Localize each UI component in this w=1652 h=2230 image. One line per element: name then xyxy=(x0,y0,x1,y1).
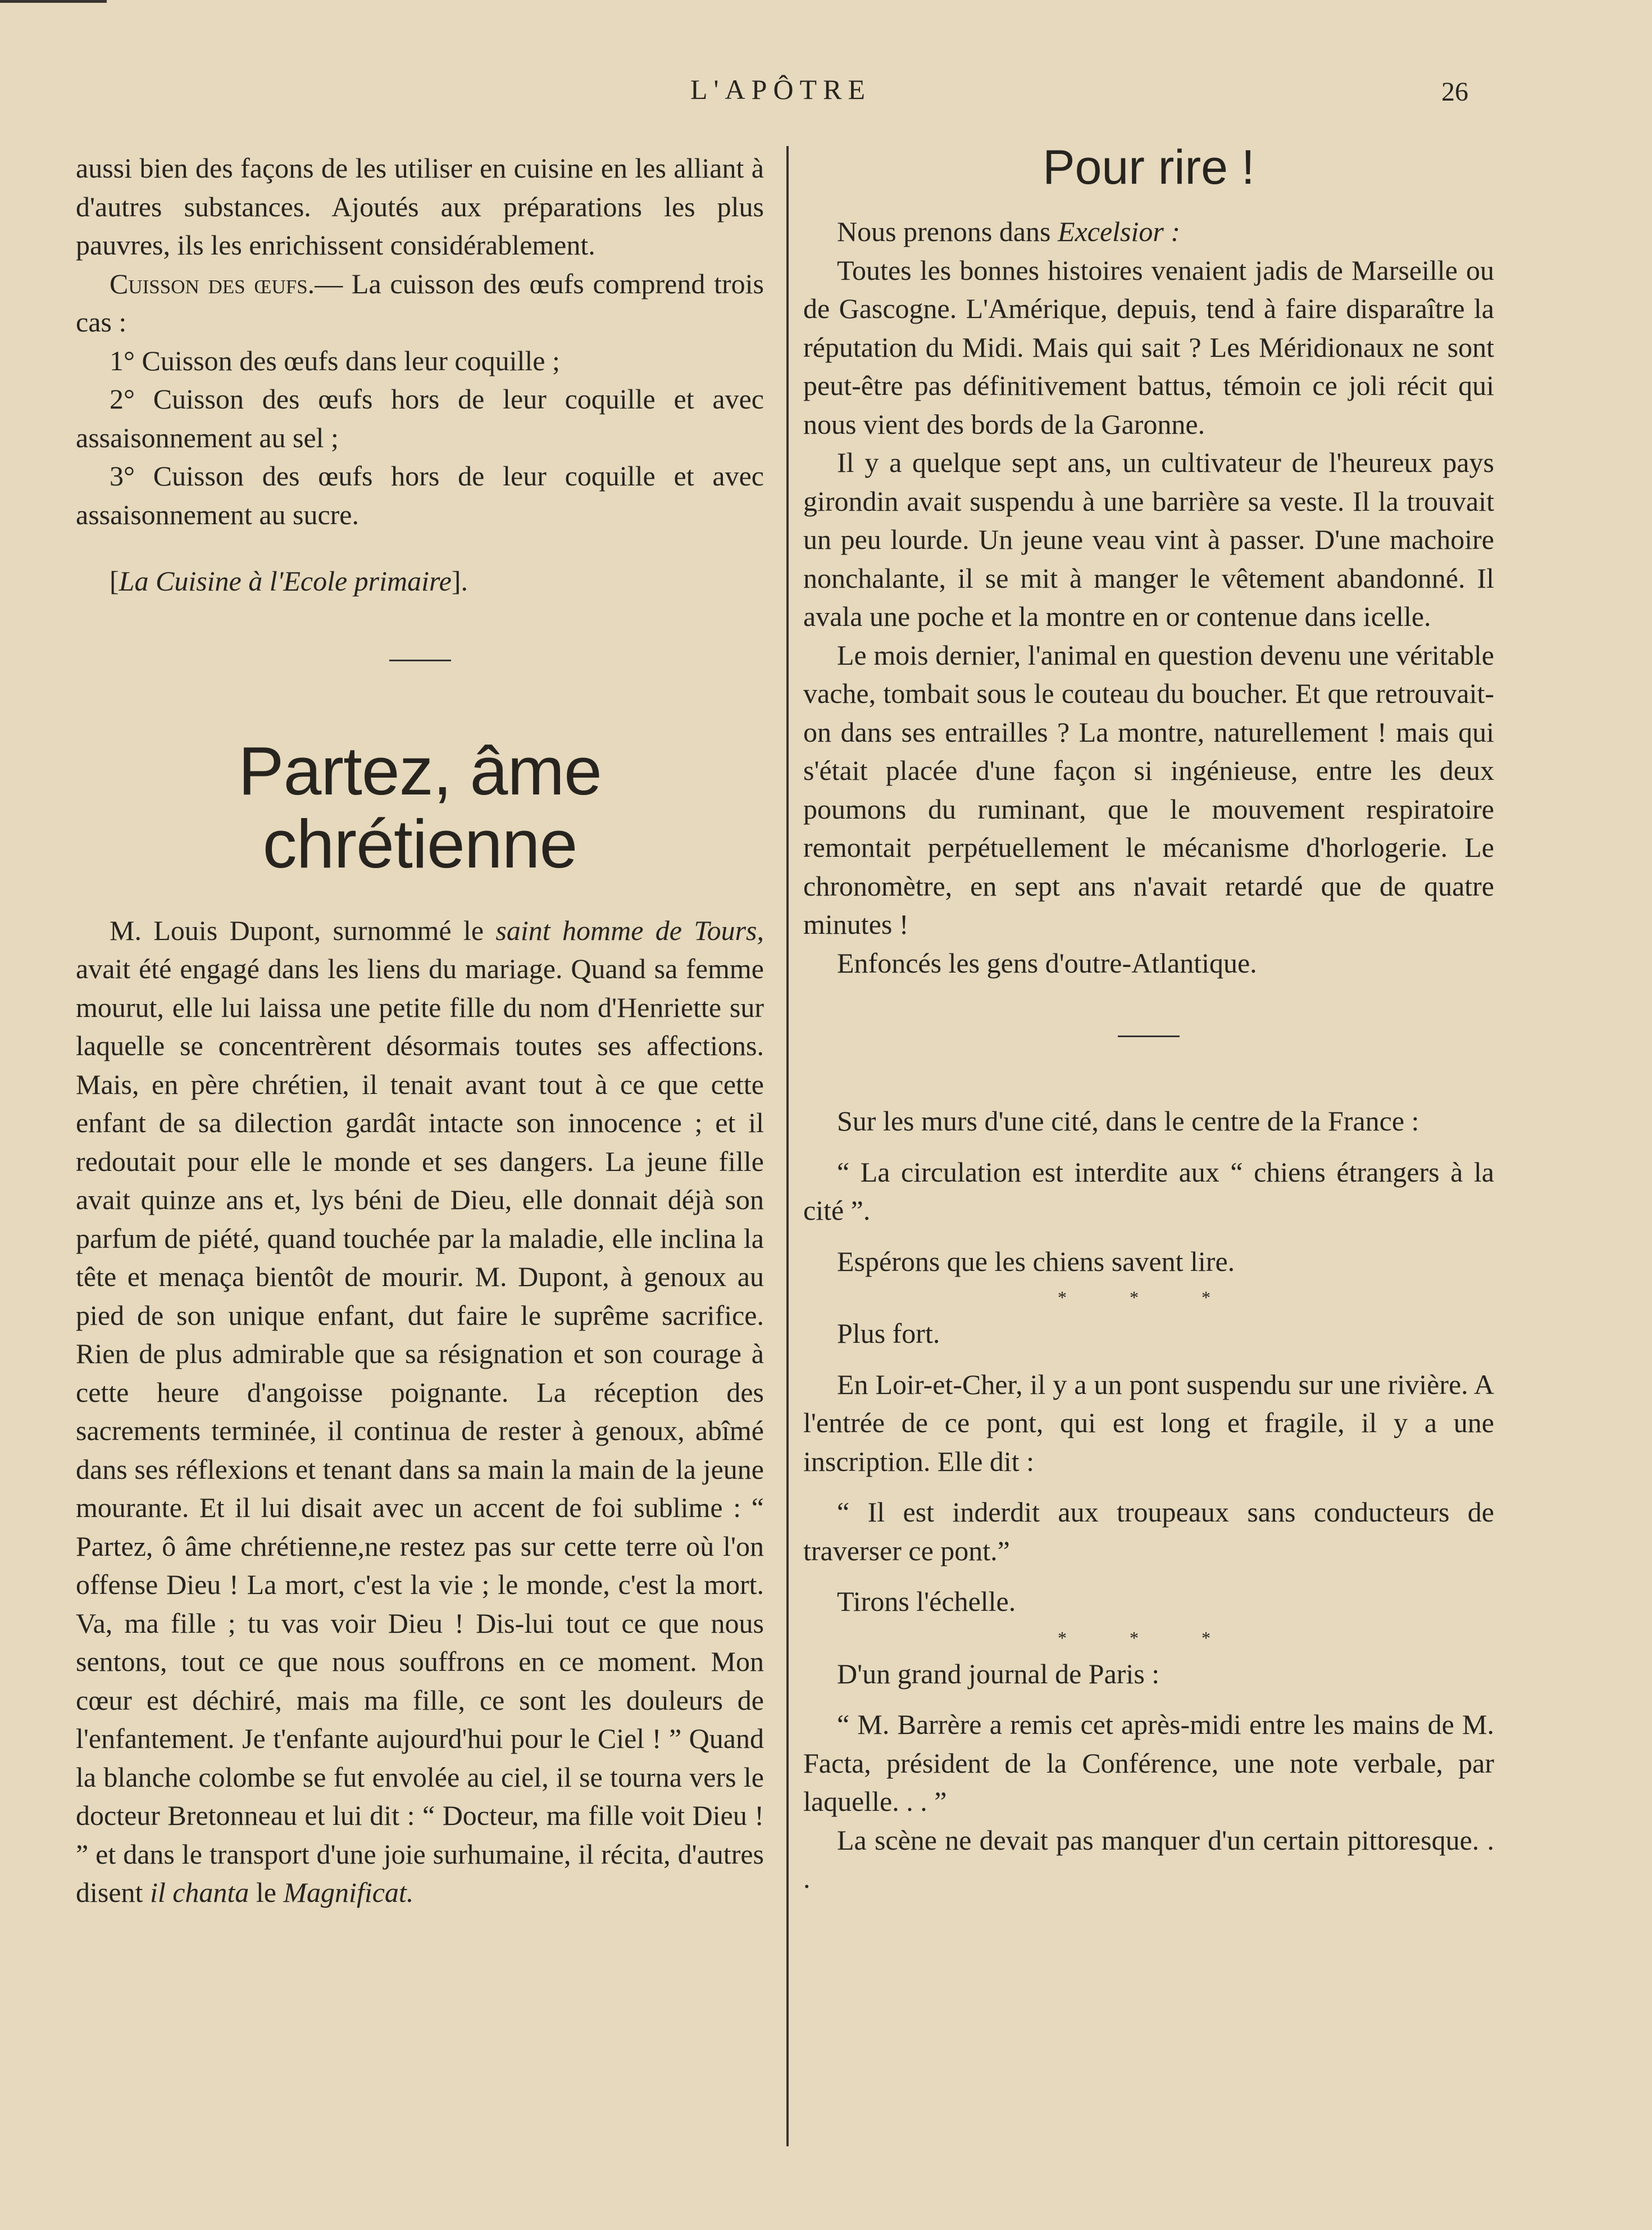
article-text: le xyxy=(249,1877,284,1908)
article-text: avait été engagé dans les liens du mariage. Quand sa femme mourut, elle lui laissa une petite fille du nom d'Henriette sur laquelle se concentrèrent désormais toutes ses affections. Mais, en père chrétien, il tenait avant tout à ce que cette enfant de sa dilection gardât intacte son innocence ; et il redoutait pour elle le monde et ses dangers. La jeune fille avait quinze ans et, lys béni de Dieu, elle donnait déjà son parfum de piété, quand touchée par la maladie, elle inclina la tête et menaça bientôt de mourir. M. Dupont, à genoux au pied de son unique enfant, dut faire le suprême sacrifice. Rien de plus admirable que sa résignation et son courage à cette heure d'angoisse poignante. La réception des sacrements terminée, il continua de rester à genoux, abîmé dans ses réflexions et tenant dans sa main la main de la jeune mourante. Et il lui disait avec un accent de foi sublime : “ Partez, ô âme chrétienne,ne restez pas sur cette terre où l'on offense Dieu ! La mort, c'est la vie ; le monde, c'est la mort. Va, ma fille ; tu vas voir Dieu ! Dis-lui tout ce que nous sentons, tout ce que nous souffrons en ce moment. Mon cœur est déchiré, mais ma fille, ce sont les douleurs de l'enfantement. Je t'enfante aujourd'hui pour le Ciel ! ” Quand la blanche colombe se fut envolée au ciel, il se tourna vers le docteur Bretonneau et lui dit : “ Docteur, ma fille voit Dieu ! ” et dans le transport d'une joie surhumaine, il récita, d'autres disent xyxy=(76,953,764,1908)
intro-italic: Excelsior : xyxy=(1058,216,1180,247)
list-item: 2° Cuisson des œufs hors de leur coquille et avec assaisonnement au sel ; xyxy=(76,383,764,453)
intro-text: Nous prenons dans xyxy=(837,216,1058,247)
right-column xyxy=(803,139,1494,1898)
joke-paragraph: La scène ne devait pas manquer d'un certain pittoresque. . . xyxy=(803,1824,1494,1894)
left-column xyxy=(76,149,764,1912)
recipe-paragraph: aussi bien des façons de les utiliser en cuisine en les alliant à d'autres substances. Ajoutés aux préparations les plus pauvres, ils les enrichissent considérablement. xyxy=(76,152,764,261)
article-body xyxy=(76,911,764,1912)
story-paragraph: Il y a quelque sept ans, un cultivateur de l'heureux pays girondin avait suspendu à une barrière sa veste. Il la trouvait un peu lourde. Un jeune veau vint à passer. D'une machoire nonchalante, il se mit à manger le vêtement abandonné. Il avala une poche et la montre en or contenue dans icelle. xyxy=(803,447,1494,632)
joke-paragraph: Espérons que les chiens savent lire. xyxy=(837,1245,1235,1277)
asterism: * * * xyxy=(1058,1287,1240,1307)
top-rule xyxy=(0,0,107,3)
intro-line xyxy=(803,212,1494,251)
article-italic: il chanta xyxy=(149,1877,249,1908)
story-paragraph: Toutes les bonnes histoires venaient jadis de Marseille ou de Gascogne. L'Amérique, depuis, tend à faire disparaître la réputation du Midi. Mais qui sait ? Les Méridionaux ne sont peut-être pas définitivement battus, témoin ce joli récit qui nous vient des bords de la Garonne. xyxy=(803,254,1494,440)
joke-paragraph: “ Il est inderdit aux troupeaux sans conducteurs de traverser ce pont.” xyxy=(803,1496,1494,1566)
joke-paragraph: Tirons l'échelle. xyxy=(837,1586,1016,1617)
joke-paragraph: Sur les murs d'une cité, dans le centre de la France : xyxy=(837,1105,1419,1137)
article-italic: Magnificat. xyxy=(283,1877,414,1908)
story-paragraph: Le mois dernier, l'animal en question devenu une véritable vache, tombait sous le couteau du boucher. Et que retrouvait-on dans ses entrailles ? La montre, naturellement ! mais qui s'était placée d'une façon si ingénieuse, entre les deux poumons du ruminant, que le mouvement respiratoire remontait perpétuellement le mécanisme d'horlogerie. Le chronomètre, en sept ans n'avait retardé que de quatre minutes ! xyxy=(803,639,1494,940)
source-title: La Cuisine à l'Ecole primaire xyxy=(119,565,452,597)
section-title: Pour rire ! xyxy=(1043,140,1255,194)
joke-paragraph: D'un grand journal de Paris : xyxy=(837,1657,1160,1689)
joke-paragraph: Plus fort. xyxy=(837,1318,940,1349)
cuisson-label: Cuisson des œufs. xyxy=(110,267,315,299)
column-divider xyxy=(786,146,789,2146)
cuisson-text: — La cuisson des œufs comprend trois cas : xyxy=(76,267,764,338)
source-citation: [La Cuisine à l'Ecole primaire]. xyxy=(110,565,468,597)
article-title: Partez, âme chrétienne xyxy=(238,732,602,882)
article-text: M. Louis Dupont, surnommé le xyxy=(110,914,496,946)
page-number: 26 xyxy=(1441,77,1468,107)
running-header-title: L'APÔTRE xyxy=(690,74,871,105)
article-italic: saint homme de Tours, xyxy=(495,914,764,946)
joke-paragraph: En Loir-et-Cher, il y a un pont suspendu sur une rivière. A l'entrée de ce pont, qui est long et fragile, il y a une inscription. Elle dit : xyxy=(803,1368,1494,1477)
joke-paragraph: “ M. Barrère a remis cet après-midi entre les mains de M. Facta, président de la Conférence, une note verbale, par laquelle. . . ” xyxy=(803,1709,1494,1817)
asterism: * * * xyxy=(1058,1627,1240,1648)
cuisson-paragraph xyxy=(76,265,764,342)
joke-paragraph: “ La circulation est interdite aux “ chiens étrangers à la cité ”. xyxy=(803,1156,1494,1226)
list-item: 1° Cuisson des œufs dans leur coquille ; xyxy=(110,344,560,376)
story-paragraph: Enfoncés les gens d'outre-Atlantique. xyxy=(837,947,1257,979)
list-item: 3° Cuisson des œufs hors de leur coquille et avec assaisonnement au sucre. xyxy=(76,460,764,530)
